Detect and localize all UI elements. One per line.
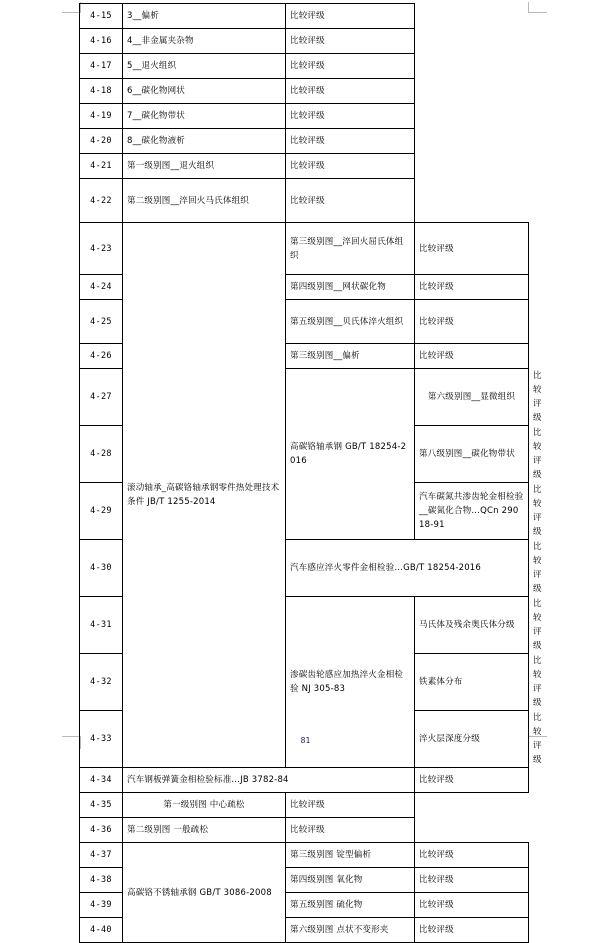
evaluation-method-cell: 比较评级: [286, 104, 415, 129]
table-row: 4-27 高碳铬轴承钢 GB/T 18254-2016 第六级别图__显微组织 比较评级: [80, 369, 529, 426]
level-diagram-cell: 第三级别图__偏析: [286, 344, 415, 369]
table-row: [80, 843, 529, 868]
level-diagram-cell: 第三级别图 锭型偏析: [286, 843, 415, 868]
level-diagram-cell: 马氏体及残余奥氏体分级: [415, 597, 529, 654]
row-id-cell: 4-20: [80, 129, 123, 154]
level-diagram-cell: 5__退火组织: [123, 54, 286, 79]
level-diagram-cell: 第四级别图 氧化物: [286, 868, 415, 893]
standard-name-cell: 高碳铬不锈轴承钢 GB/T 3086-2008: [123, 843, 286, 943]
level-diagram-cell: 铁素体分布: [415, 654, 529, 711]
evaluation-method-cell: 比较评级: [286, 79, 415, 104]
table-row: [80, 54, 529, 79]
row-id-cell: 4-25: [80, 300, 123, 344]
standard-name-cell: 高碳铬轴承钢 GB/T 18254-2016: [286, 369, 415, 540]
row-id-cell: 4-40: [80, 918, 123, 943]
evaluation-method-cell: 比较评级: [415, 868, 529, 893]
crop-mark-top-right: [528, 2, 547, 13]
row-id-cell: 4-39: [80, 893, 123, 918]
table-row: [80, 4, 529, 29]
table-row: 4-29 汽车碳氮共渗齿轮金相检验__碳氮化合物...QCn 29018-91 比较评级: [80, 483, 529, 540]
row-id-cell: 4-17: [80, 54, 123, 79]
row-id-cell: 4-23: [80, 223, 123, 275]
metallographic-standards-table: [79, 3, 542, 943]
table-row: [80, 129, 529, 154]
row-id-cell: 4-37: [80, 843, 123, 868]
level-diagram-cell: 第八级别图__碳化物带状: [415, 426, 529, 483]
evaluation-method-cell: 比较评级: [286, 793, 415, 818]
table-row: [80, 818, 529, 843]
row-id-cell: 4-28: [80, 426, 123, 483]
table-row: 4-32 铁素体分布 比较评级: [80, 654, 529, 711]
row-id-cell: 4-18: [80, 79, 123, 104]
evaluation-method-cell: 比较评级: [415, 768, 529, 793]
evaluation-method-cell: 比较评级: [286, 129, 415, 154]
table-row: [80, 79, 529, 104]
level-diagram-cell: 淬火层深度分级: [415, 711, 529, 768]
table-row: 4-30 汽车感应淬火零件金相检验...GB/T 18254-2016 比较评级: [80, 540, 529, 597]
row-id-cell: 4-38: [80, 868, 123, 893]
standard-name-cell: 滚动轴承_高碳铬轴承钢零件热处理技术条件 JB/T 1255-2014: [123, 223, 286, 768]
row-id-cell: 4-22: [80, 179, 123, 223]
level-diagram-cell: 第一级别图 中心疏松: [123, 793, 286, 818]
standard-name-cell: 汽车钢板弹簧金相检验标准...JB 3782-84: [123, 768, 415, 793]
table-row: 4-33 淬火层深度分级 比较评级: [80, 711, 529, 768]
evaluation-method-cell: 比较评级: [286, 154, 415, 179]
table-row: [80, 154, 529, 179]
evaluation-method-cell: 比较评级: [415, 300, 529, 344]
table-row: [80, 179, 529, 223]
row-id-cell: 4-24: [80, 275, 123, 300]
table-body: [80, 4, 542, 943]
table-row: [80, 793, 529, 818]
level-diagram-cell: 8__碳化物液析: [123, 129, 286, 154]
level-diagram-cell: 4__非金属夹杂物: [123, 29, 286, 54]
evaluation-method-cell: 比较评级: [415, 223, 529, 275]
level-diagram-cell: 3__偏析: [123, 4, 286, 29]
row-id-cell: 4-19: [80, 104, 123, 129]
level-diagram-cell: 6__碳化物网状: [123, 79, 286, 104]
table-row: [80, 768, 529, 793]
row-id-cell: 4-33: [80, 711, 123, 768]
level-diagram-cell: 第五级别图__贝氏体淬火组织: [286, 300, 415, 344]
row-id-cell: 4-26: [80, 344, 123, 369]
evaluation-method-cell: 比较评级: [415, 893, 529, 918]
row-id-cell: 4-21: [80, 154, 123, 179]
table-row: [80, 29, 529, 54]
evaluation-method-cell: 比较评级: [286, 54, 415, 79]
table-row: 4-31 渗碳齿轮感应加热淬火金相检验 NJ 305-83 马氏体及残余奥氏体分级 比较评级: [80, 597, 529, 654]
level-diagram-cell: 7__碳化物带状: [123, 104, 286, 129]
level-diagram-cell: 第三级别图__淬回火屈氏体组织: [286, 223, 415, 275]
level-diagram-cell: 第一级别图__退火组织: [123, 154, 286, 179]
standard-name-cell: 汽车碳氮共渗齿轮金相检验__碳氮化合物...QCn 29018-91: [415, 483, 529, 540]
row-id-cell: 4-16: [80, 29, 123, 54]
evaluation-method-cell: 比较评级: [415, 843, 529, 868]
row-id-cell: 4-34: [80, 768, 123, 793]
evaluation-method-cell: 比较评级: [286, 29, 415, 54]
row-id-cell: 4-29: [80, 483, 123, 540]
level-diagram-cell: 第五级别图 硫化物: [286, 893, 415, 918]
row-id-cell: 4-30: [80, 540, 123, 597]
row-id-cell: 4-32: [80, 654, 123, 711]
evaluation-method-cell: 比较评级: [286, 179, 415, 223]
evaluation-method-cell: 比较评级: [415, 918, 529, 943]
row-id-cell: 4-35: [80, 793, 123, 818]
row-id-cell: 4-15: [80, 4, 123, 29]
row-id-cell: 4-27: [80, 369, 123, 426]
row-id-cell: 4-31: [80, 597, 123, 654]
level-diagram-cell: 第六级别图__显微组织: [415, 369, 529, 426]
evaluation-method-cell: 比较评级: [286, 4, 415, 29]
standard-name-cell: 汽车感应淬火零件金相检验...GB/T 18254-2016: [286, 540, 529, 597]
evaluation-method-cell: 比较评级: [415, 275, 529, 300]
table-row: [80, 223, 529, 275]
page-number: 81: [300, 736, 311, 745]
level-diagram-cell: 第二级别图__淬回火马氏体组织: [123, 179, 286, 223]
evaluation-method-cell: 比较评级: [286, 818, 415, 843]
level-diagram-cell: 第六级别图 点状不变形夹: [286, 918, 415, 943]
level-diagram-cell: 第四级别图__网状碳化物: [286, 275, 415, 300]
level-diagram-cell: 第二级别图 一般疏松: [123, 818, 286, 843]
evaluation-method-cell: 比较评级: [415, 344, 529, 369]
standard-name-cell: 渗碳齿轮感应加热淬火金相检验 NJ 305-83: [286, 597, 415, 768]
table-row: 4-28 第八级别图__碳化物带状 比较评级: [80, 426, 529, 483]
table-row: [80, 104, 529, 129]
row-id-cell: 4-36: [80, 818, 123, 843]
